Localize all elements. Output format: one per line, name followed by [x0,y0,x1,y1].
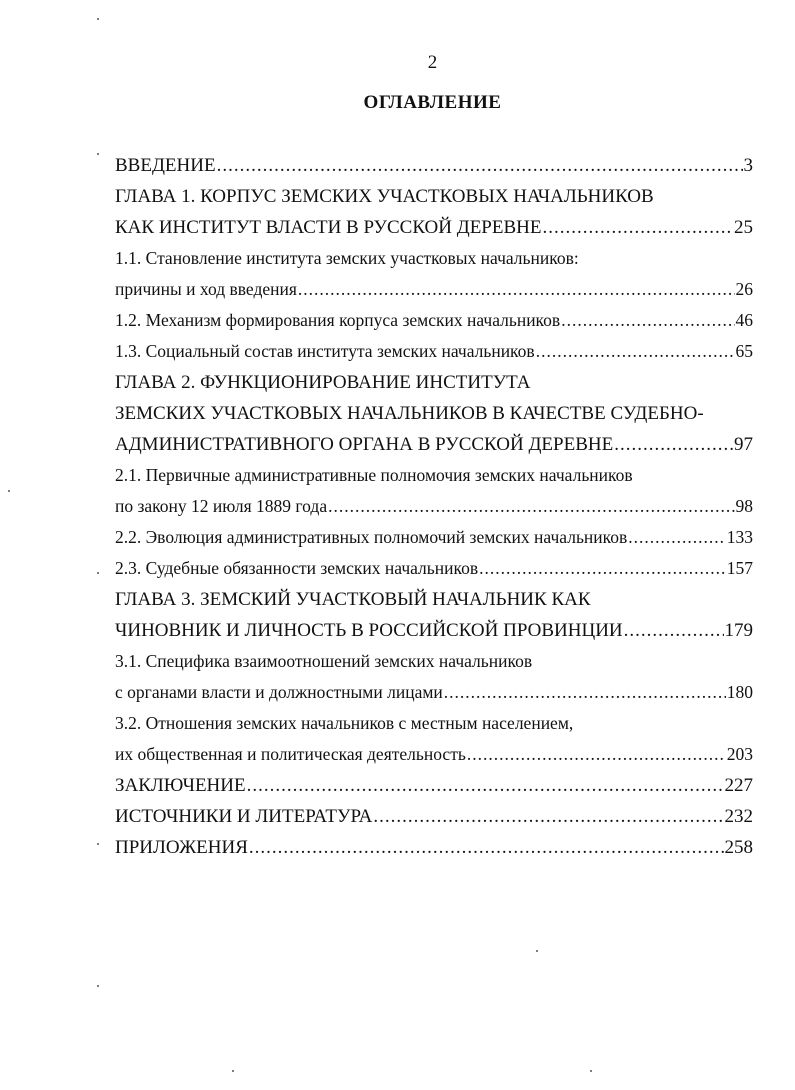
toc-leader-dots [328,491,734,522]
toc-section-line[interactable] [115,460,753,491]
toc-entry-text: их общественная и политическая деятельность [115,744,466,764]
toc-entry-text: 1.3. Социальный состав института земских начальников [115,341,535,361]
toc-entry-text: ИСТОЧНИКИ И ЛИТЕРАТУРА [115,806,373,827]
toc-entry-text: КАК ИНСТИТУТ ВЛАСТИ В РУССКОЙ ДЕРЕВНЕ [115,217,542,238]
toc-page-number: 26 [735,279,753,299]
toc-section-line[interactable] [115,336,753,367]
toc-entry-text: 2.3. Судебные обязанности земских начальников [115,558,479,578]
toc-leader-dots [536,336,735,367]
toc-leader-dots [249,832,724,863]
toc-entry-text: по закону 12 июля 1889 года [115,496,328,516]
toc-leader-dots [247,770,724,801]
toc-page-number: 203 [726,744,753,764]
toc-entry-text: 2.2. Эволюция административных полномочий земских начальников [115,527,628,547]
toc-entry-text: ЗАКЛЮЧЕНИЕ [115,775,246,796]
toc-section-line[interactable] [115,491,753,522]
toc-section-line[interactable] [115,522,753,553]
toc-chapter-line[interactable] [115,367,753,398]
toc-page-number: 3 [743,155,753,176]
toc-page-number: 232 [724,806,753,827]
toc-page-number: 157 [726,558,753,578]
toc-leader-dots [614,429,733,460]
scan-speck [97,153,99,155]
toc-page-number: 46 [735,310,753,330]
toc-leader-dots [444,677,726,708]
toc-page-number: 133 [726,527,753,547]
toc-entry-text: ГЛАВА 2. ФУНКЦИОНИРОВАНИЕ ИНСТИТУТА [115,372,531,393]
toc-chapter-line[interactable] [115,429,753,460]
toc-leader-dots [624,615,724,646]
toc-entry-text: ВВЕДЕНИЕ [115,155,216,176]
toc-leader-dots [217,150,743,181]
toc-leader-dots [542,212,733,243]
toc-chapter-line[interactable] [115,584,753,615]
scan-speck [232,1070,234,1072]
toc-page-number: 180 [726,682,753,702]
toc-page-number: 227 [724,775,753,796]
toc-chapter-line[interactable] [115,398,753,429]
toc-leader-dots [467,739,726,770]
toc-entry-text: АДМИНИСТРАТИВНОГО ОРГАНА В РУССКОЙ ДЕРЕВНЕ [115,434,614,455]
toc-section-line[interactable] [115,739,753,770]
toc-section-line[interactable] [115,305,753,336]
scan-speck [97,843,99,845]
toc-chapter-line[interactable] [115,181,753,212]
scan-speck [97,985,99,987]
scan-speck [97,572,99,574]
toc-section-line[interactable] [115,677,753,708]
toc-chapter-line[interactable] [115,150,753,181]
toc-page-number: 97 [734,434,753,455]
toc-chapter-line[interactable] [115,801,753,832]
toc-page-number: 258 [724,837,753,858]
toc-page-number: 25 [734,217,753,238]
toc-entry-text: ГЛАВА 1. КОРПУС ЗЕМСКИХ УЧАСТКОВЫХ НАЧАЛЬНИКОВ [115,186,654,207]
toc-leader-dots [628,522,725,553]
toc-entry-text: ПРИЛОЖЕНИЯ [115,837,248,858]
scan-speck [536,950,538,952]
scan-speck [8,490,10,492]
toc-entry-text: ЧИНОВНИК И ЛИЧНОСТЬ В РОССИЙСКОЙ ПРОВИНЦИИ [115,620,623,641]
table-of-contents [115,150,753,863]
toc-page-number: 65 [735,341,753,361]
toc-chapter-line[interactable] [115,615,753,646]
toc-entry-text: ЗЕМСКИХ УЧАСТКОВЫХ НАЧАЛЬНИКОВ В КАЧЕСТВЕ СУДЕБНО- [115,403,704,424]
toc-entry-text: с органами власти и должностными лицами [115,682,443,702]
toc-section-line[interactable] [115,553,753,584]
toc-leader-dots [298,274,735,305]
toc-page-number: 98 [735,496,753,516]
scan-speck [97,18,99,20]
toc-chapter-line[interactable] [115,770,753,801]
toc-entry-text: ГЛАВА 3. ЗЕМСКИЙ УЧАСТКОВЫЙ НАЧАЛЬНИК КАК [115,589,591,610]
page-number: 2 [427,52,438,73]
toc-leader-dots [373,801,723,832]
toc-entry-text: 3.2. Отношения земских начальников с местным населением, [115,713,574,733]
toc-section-line[interactable] [115,708,753,739]
toc-entry-text: 2.1. Первичные административные полномочия земских начальников [115,465,633,485]
toc-section-line[interactable] [115,274,753,305]
page-title: ОГЛАВЛЕНИЕ [363,92,502,113]
toc-entry-text: 3.1. Специфика взаимоотношений земских начальников [115,651,533,671]
toc-chapter-line[interactable] [115,212,753,243]
toc-entry-text: причины и ход введения [115,279,297,299]
toc-entry-text: 1.2. Механизм формирования корпуса земских начальников [115,310,561,330]
toc-leader-dots [561,305,734,336]
scan-speck [590,1070,592,1072]
toc-section-line[interactable] [115,243,753,274]
toc-section-line[interactable] [115,646,753,677]
toc-entry-text: 1.1. Становление института земских участковых начальников: [115,248,579,268]
toc-chapter-line[interactable] [115,832,753,863]
toc-leader-dots [479,553,726,584]
toc-page-number: 179 [724,620,753,641]
